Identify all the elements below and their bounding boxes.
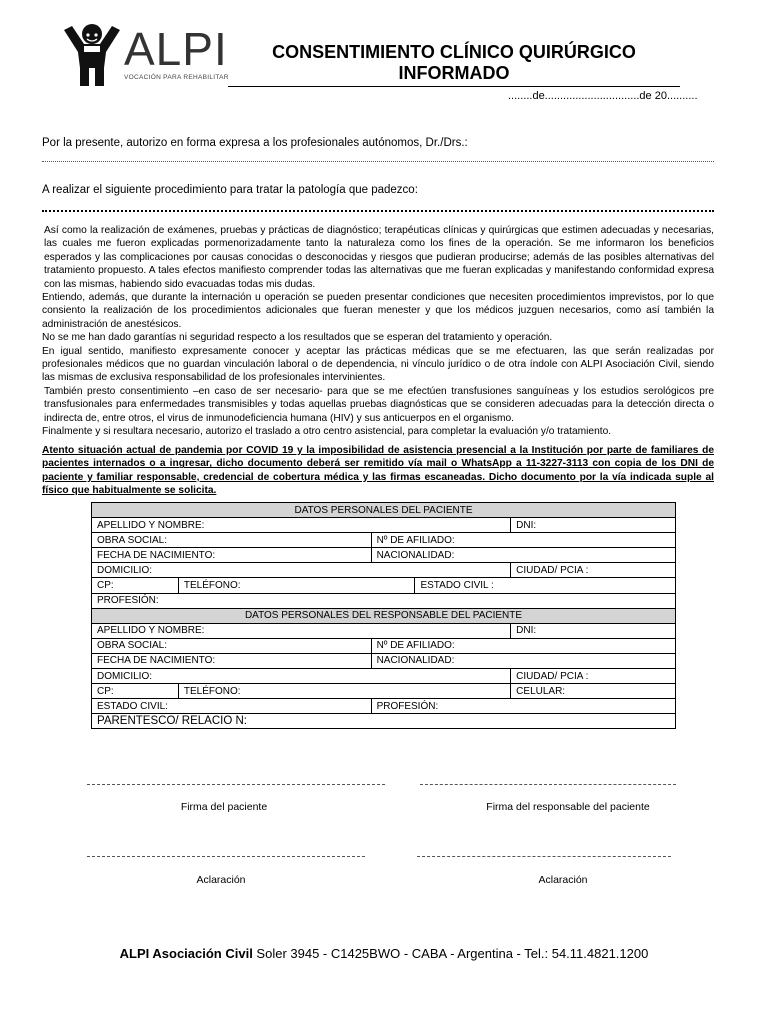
responsible-signature-label: Firma del responsable del paciente [486,801,650,813]
doctors-fill-line[interactable] [42,161,714,162]
patient-afiliado-field[interactable]: Nº DE AFILIADO: [371,533,675,548]
responsible-city-field[interactable]: CIUDAD/ PCIA : [511,669,676,684]
responsible-section-header: DATOS PERSONALES DEL RESPONSABLE DEL PACIENTE [92,608,676,623]
footer-address: Soler 3945 - C1425BWO - CABA - Argentina - Tel.: 54.11.4821.1200 [252,946,649,961]
patient-clarification-line[interactable] [87,856,365,857]
paragraph-independent-professionals: En igual sentido, manifiesto expresamente conocer y aceptar las prácticas médicas que se me efectuaren, las que serán realizadas por profesionales médicos que no guardan vinculación laboral o de dependencia, ni vínculo jurídico o de otra índole con ALPI Asociación Civil, siendo las mismas de exclusiva responsabilidad de los profesionales intervinientes. [42,345,714,384]
paragraph-transfer: Finalmente y si resultara necesario, autorizo el traslado a otro centro asistencial, para completar la evaluación y/o tratamiento. [42,426,612,438]
consent-body [42,224,714,439]
logo-tagline: VOCACIÓN PARA REHABILITAR [124,74,229,81]
paragraph-procedures: Así como la realización de exámenes, pruebas y prácticas de diagnóstico; terapéuticas clínicas y quirúrgicas que estimen adecuadas y necesarias, las cuales me fueron explicadas pormenorizadamente tanto la naturaleza como los fines de la operación. Se me informaron los beneficios esperados y las complicaciones por causas conocidas o desconocidas y riesgos que pudieran producirse; además de las posibles alternativas del tratamiento propuesto. A tales efectos manifiesto comprender todas las alternativas que me fueran explicadas y manifestando conformidad expresa con las mismas, habiendo sido evacuadas todas mis dudas. [44,225,714,290]
responsible-mobile-field[interactable]: CELULAR: [511,684,676,699]
covid-notice: Atento situación actual de pandemia por COVID 19 y la imposibilidad de asistencia presencial a la Institución por parte de familiares de pacientes internados o a ingresar, dicho documento deberá ser remitido vía mail o WhatsApp a 11-3227-3113 con copia de los DNI de paciente y familiar responsable, credencial de cobertura médica y las firmas escaneadas. Dicho documento por la vía indicada suple al físico que habitualmente se solicita. [42,445,714,497]
responsible-afiliado-field[interactable]: Nº DE AFILIADO: [371,638,675,653]
patient-cp-field[interactable]: CP: [92,578,179,593]
patient-signature-line[interactable] [87,784,385,785]
logo-wordmark: ALPI [124,23,228,75]
responsible-address-field[interactable]: DOMICILIO: [92,669,511,684]
responsible-birthdate-field[interactable]: FECHA DE NACIMIENTO: [92,653,372,668]
authorize-line: Por la presente, autorizo en forma expresa a los profesionales autónomos, Dr./Drs.: [42,137,468,149]
responsible-relationship-field[interactable]: PARENTESCO/ RELACIO N: [92,714,676,729]
patient-section-header: DATOS PERSONALES DEL PACIENTE [92,503,676,518]
date-line: ........de...............................de 20.......... [508,90,698,102]
procedure-line: A realizar el siguiente procedimiento para tratar la patología que padezco: [42,184,418,196]
patient-dni-field[interactable]: DNI: [511,518,676,533]
procedure-fill-line[interactable] [42,210,714,212]
patient-phone-field[interactable]: TELÉFONO: [178,578,415,593]
patient-marital-field[interactable]: ESTADO CIVIL : [415,578,676,593]
child-figure-icon [62,22,124,88]
responsible-cp-field[interactable]: CP: [92,684,179,699]
patient-city-field[interactable]: CIUDAD/ PCIA : [511,563,676,578]
patient-birthdate-field[interactable]: FECHA DE NACIMIENTO: [92,548,372,563]
responsible-phone-field[interactable]: TELÉFONO: [178,684,510,699]
footer-org: ALPI Asociación Civil [119,946,253,961]
footer [0,946,768,961]
responsible-profession-field[interactable]: PROFESIÓN: [371,699,675,714]
responsible-obra-social-field[interactable]: OBRA SOCIAL: [92,638,372,653]
patient-signature-label: Firma del paciente [180,801,268,813]
responsible-clarification-line[interactable] [417,856,671,857]
responsible-nationality-field[interactable]: NACIONALIDAD: [371,653,675,668]
patient-name-field[interactable]: APELLIDO Y NOMBRE: [92,518,511,533]
responsible-name-field[interactable]: APELLIDO Y NOMBRE: [92,623,511,638]
patient-clarification-label: Aclaración [196,874,246,886]
paragraph-unforeseen: Entiendo, además, que durante la internación u operación se pueden presentar condiciones que necesiten procedimientos imprevistos, por lo que consiento la realización de los procedimientos adicionales que fueran menester y que los médicos juzguen necesarios, como así también la administración de anestésicos. [42,292,714,330]
patient-obra-social-field[interactable]: OBRA SOCIAL: [92,533,372,548]
document-title: CONSENTIMIENTO CLÍNICO QUIRÚRGICO INFORMADO [228,42,680,87]
patient-nationality-field[interactable]: NACIONALIDAD: [371,548,675,563]
patient-profession-field[interactable]: PROFESIÓN: [92,593,676,608]
responsible-clarification-label: Aclaración [538,874,588,886]
paragraph-transfusions: También presto consentimiento –en caso de ser necesario- para que se me efectúen transfusiones sanguíneas y los estudios serológicos pre transfusionales para enfermedades transmisibles y todas aquellas pruebas diagnósticas que se consideren adecuadas para la detección directa o indirecta de, entre otros, el virus de inmunodeficiencia humana (HIV) y sus anticuerpos en el organismo. [44,385,714,424]
paragraph-no-guarantee: No se me han dado garantías ni seguridad respecto a los resultados que se esperan del tratamiento y operación. [42,332,553,344]
responsible-marital-field[interactable]: ESTADO CIVIL: [92,699,372,714]
personal-data-table [91,502,676,729]
responsible-dni-field[interactable]: DNI: [511,623,676,638]
responsible-signature-line[interactable] [420,784,676,785]
patient-address-field[interactable]: DOMICILIO: [92,563,511,578]
